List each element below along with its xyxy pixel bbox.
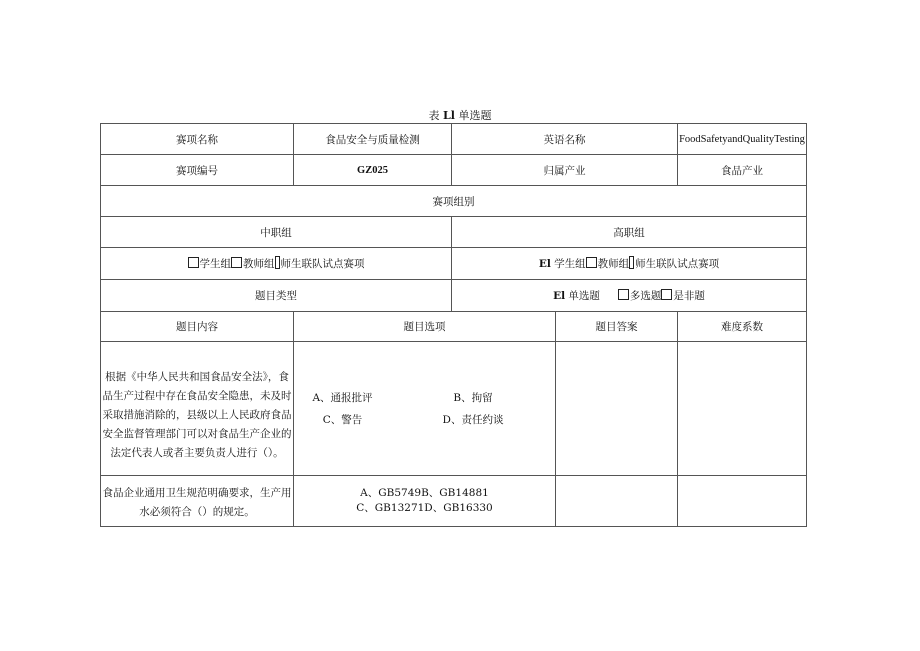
higher-group-options xyxy=(452,248,807,280)
group-header: 赛项组别 xyxy=(101,186,807,217)
caption-prefix: 表 xyxy=(428,109,440,122)
single-choice-option: 单选题 xyxy=(568,290,600,302)
table-caption xyxy=(0,107,920,123)
english-name-label: 英语名称 xyxy=(452,124,678,155)
event-name-label: 赛项名称 xyxy=(101,124,294,155)
question-difficulty[interactable] xyxy=(678,476,807,527)
question-content: 根据《中华人民共和国食品安全法》，食品生产过程中存在食品安全隐患，未及时采取措施消除的，县级以上人民政府食品安全监督管理部门可以对食品生产企业的法定代表人或者主要负责人进行（）。 xyxy=(101,342,294,476)
true-false-checkbox[interactable] xyxy=(661,289,672,300)
teacher-student-option: 师生联队试点赛项 xyxy=(635,258,720,270)
option-b: B、拘留 xyxy=(453,391,493,404)
teacher-student-checkbox[interactable] xyxy=(629,256,634,269)
teacher-checkbox[interactable] xyxy=(231,257,242,268)
event-name-value: 食品安全与质量检测 xyxy=(294,124,452,155)
event-name-row xyxy=(101,124,807,155)
group-level-row xyxy=(101,217,807,248)
table-row xyxy=(101,342,807,476)
student-option: 学生组 xyxy=(554,258,586,270)
student-option: 学生组 xyxy=(199,258,231,270)
event-code-label: 赛项编号 xyxy=(101,155,294,186)
teacher-checkbox[interactable] xyxy=(586,257,597,268)
higher-group-label: 高职组 xyxy=(452,217,807,248)
column-header-row xyxy=(101,312,807,342)
option-c: C、警告 xyxy=(322,413,363,426)
true-false-option: 是非题 xyxy=(673,290,705,302)
option-d: D、责任约谈 xyxy=(442,413,504,426)
question-form-table xyxy=(100,123,807,527)
question-answer[interactable] xyxy=(556,342,678,476)
difficulty-header: 难度系数 xyxy=(678,312,807,342)
options-header: 题目选项 xyxy=(294,312,556,342)
industry-value: 食品产业 xyxy=(678,155,807,186)
multiple-choice-checkbox[interactable] xyxy=(618,289,629,300)
student-checkbox[interactable] xyxy=(188,257,199,268)
teacher-option: 教师组 xyxy=(243,258,275,270)
group-header-row xyxy=(101,186,807,217)
caption-code: Ll xyxy=(443,109,455,122)
options-line-1: A、GB5749B、GB14881 xyxy=(360,487,489,499)
secondary-group-options xyxy=(101,248,452,280)
question-options xyxy=(294,476,556,527)
question-options xyxy=(294,342,556,476)
english-name-value: FoodSafetyandQualityTesting xyxy=(678,124,807,155)
event-code-row xyxy=(101,155,807,186)
option-a: A、通报批评 xyxy=(312,391,373,404)
table-row xyxy=(101,476,807,527)
question-answer[interactable] xyxy=(556,476,678,527)
question-type-options xyxy=(452,280,807,312)
group-options-row xyxy=(101,248,807,280)
single-selected-mark: El xyxy=(553,290,566,302)
caption-title: 单选题 xyxy=(458,109,492,122)
content-header: 题目内容 xyxy=(101,312,294,342)
options-line-2: C、GB13271D、GB16330 xyxy=(356,502,493,514)
teacher-student-checkbox[interactable] xyxy=(275,256,280,269)
higher-selected-mark: El xyxy=(538,258,551,270)
teacher-student-option: 师生联队试点赛项 xyxy=(280,258,365,270)
question-type-row xyxy=(101,280,807,312)
teacher-option: 教师组 xyxy=(597,258,630,270)
multiple-choice-option: 多选题 xyxy=(629,290,662,302)
secondary-group-label: 中职组 xyxy=(101,217,452,248)
question-type-label: 题目类型 xyxy=(101,280,452,312)
event-code-value: GZ025 xyxy=(294,155,452,186)
industry-label: 归属产业 xyxy=(452,155,678,186)
question-difficulty[interactable] xyxy=(678,342,807,476)
question-content: 食品企业通用卫生规范明确要求，生产用水必须符合（）的规定。 xyxy=(101,476,294,527)
answer-header: 题目答案 xyxy=(556,312,678,342)
